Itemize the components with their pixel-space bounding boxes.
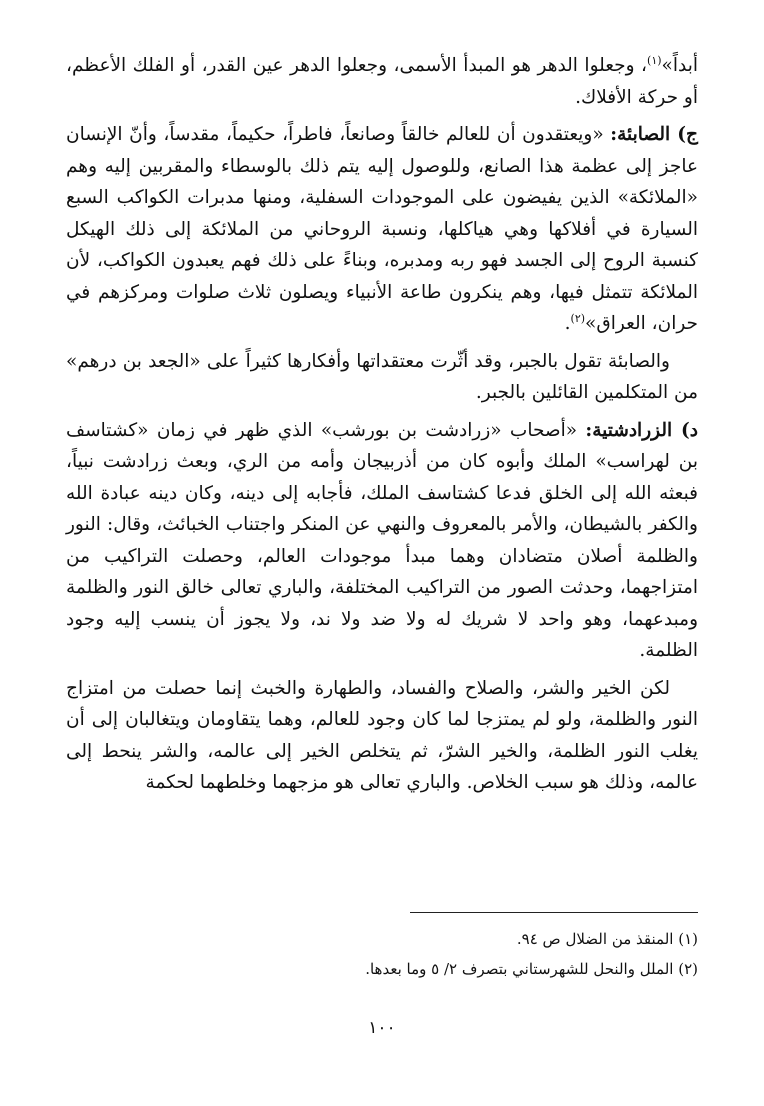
footnote-text: المنقذ من الضلال ص ٩٤. [516,930,674,948]
section-label-zoroastrians: د) الزرادشتية: [585,419,698,441]
paragraph-good-evil [66,673,698,799]
footnote-ref-1: (١) [647,53,662,67]
footnote-divider [410,912,698,913]
paragraph-text-rest: ، وجعلوا الدهر هو المبدأ الأسمى، وجعلوا الدهر عين القدر، أو الفلك الأعظم، أو حركة الأفلاك. [66,55,698,108]
footnote-number: (١) [678,930,698,948]
footnote-text: الملل والنحل للشهرستاني بتصرف ٢/ ٥ وما بعدها. [365,960,674,978]
paragraph-zoroastrians [66,415,698,667]
paragraph-dahriyya-end [66,50,698,113]
paragraph-text: لكن الخير والشر، والصلاح والفساد، والطهارة والخبث إنما حصلت من امتزاج النور والظلمة، ولو لم يمتزجا لما كان وجود للعالم، وهما يتقاومان ويتغالبان إلى أن يغلب النور الظلمة، والخير الشرّ، ثم يتخلص الخير إلى عالمه، والشر ينحط إلى عالمه، وذلك هو سبب الخلاص. والباري تعالى هو مزجهما وخلطهما لحكمة [66,677,698,793]
footnote-item [66,954,698,984]
section-label-sabians: ج) الصابئة: [610,124,698,145]
page-number: ١٠٠ [368,1018,396,1038]
footnotes [66,924,698,984]
document-body [66,50,698,799]
footnote-number: (٢) [678,960,698,978]
paragraph-text: «أصحاب «زرادشت بن بورشب» الذي ظهر في زمان «كشتاسف بن لهراسب» الملك وأبوه كان من أذربيجان وأمه من الري، وبعث زرادشت نبياً، فبعثه الله إلى الخلق فدعا كشتاسف الملك، فأجابه إلى دينه، وكان دينه عبادة الله والكفر بالشيطان، والأمر بالمعروف والنهي عن المنكر واجتناب الخبائث، وقال: النور والظلمة أصلان متضادان وهما مبدأ موجودات العالم، وحصلت التراكيب من امتزاجهما، وحدثت الصور من التراكيب المختلفة، والباري تعالى خالق النور والظلمة ومبدعهما، وهو واحد لا شريك له ولا ضد ولا ند، ولا يجوز أن ينسب إليه وجود الظلمة. [66,419,698,661]
footnote-ref-2: (٢) [570,311,586,325]
paragraph-sabians-jabr [66,346,698,409]
paragraph-text: «ويعتقدون أن للعالم خالقاً وصانعاً، فاطراً، حكيماً، مقدساً، وأنّ الإنسان عاجز إلى عظمة هذا الصانع، وللوصول إليه يتم ذلك بالوسطاء والمقربين إليه وهم «الملائكة» الذين يفيضون على الموجودات السفلية، ومنها مدبرات الكواكب السبع السيارة في أفلاكها وهي هياكلها، ونسبة الروحاني من الملائكة إلى ذلك الهيكل كنسبة الروح إلى الجسد فهو ربه ومدبره، وبناءً على ذلك فهم يعبدون الكواكب، لأن الملائكة تتمثل فيها، وهم ينكرون طاعة الأنبياء ويصلون ثلاث صلوات ومركزهم في حران، العراق» [66,124,698,334]
footnote-item [66,924,698,954]
paragraph-sabians: ج) الصابئة: «ويعتقدون أن للعالم خالقاً وصانعاً، فاطراً، حكيماً، مقدساً، وأنّ الإنسان عاجز إلى عظمة هذا الصانع، وللوصول إليه يتم ذلك بالوسطاء والمقربين إليه وهم «الملائكة» الذين يفيضون على الموجودات السفلية، ومنها مدبرات الكواكب السبع السيارة في أفلاكها وهي هياكلها، ونسبة الروحاني من الملائكة إلى ذلك الهيكل كنسبة الروح إلى الجسد فهو ربه ومدبره، وبناءً على ذلك فهم يعبدون الكواكب، لأن الملائكة تتمثل فيها، وهم ينكرون طاعة الأنبياء ويصلون ثلاث صلوات ومركزهم في حران، العراق»$^{(٢)}$. [66,124,698,334]
paragraph-text-start: أبداً» [661,55,698,76]
paragraph-text: والصابئة تقول بالجبر، وقد أثّرت معتقداتها وأفكارها كثيراً على «الجعد بن درهم» من المتكلمين القائلين بالجبر. [66,350,698,403]
